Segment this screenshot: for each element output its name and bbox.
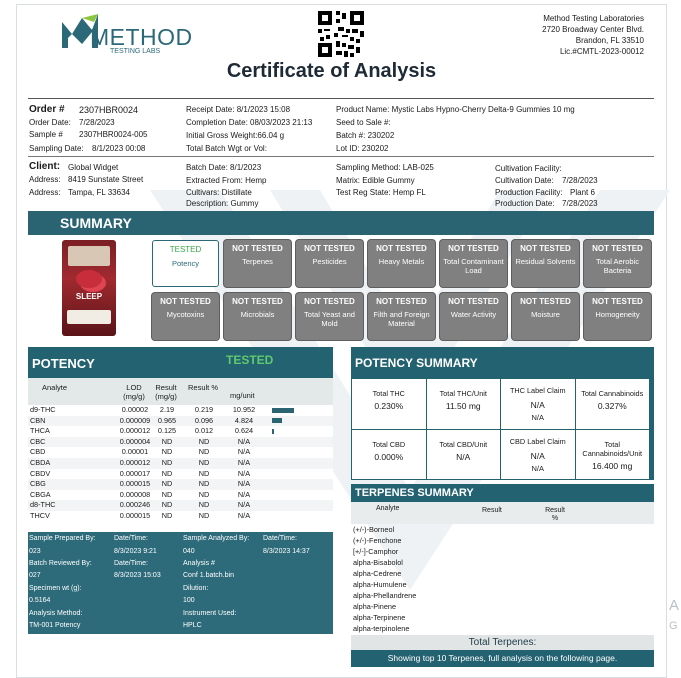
lot-id: Lot ID: 230202 [336,144,389,153]
potency-cell-lod: 0.000246 [119,500,151,510]
potency-cell-lod: 0.000017 [119,468,151,478]
lab-logo [60,12,193,58]
card-value: N/A [530,400,545,410]
total-terpenes-label: Total Terpenes: [468,637,537,648]
tile-name: Total Yeast and Mold [304,310,355,328]
summary-tile [512,293,579,340]
potency-cell-mgg: ND [161,479,173,489]
lab-address [542,13,644,57]
potency-header [28,347,333,378]
potency-cell-mgu: 0.624 [234,426,254,436]
potency-cell-pct: ND [198,511,210,520]
tile-name: Microbials [240,310,275,319]
potency-cell-analyte: THCV [30,511,50,520]
potency-cell-mgu: N/A [237,458,251,467]
tile-status: NOT TESTED [520,297,571,306]
potency-row [28,490,333,501]
tile-status: NOT TESTED [448,297,499,306]
summary-tile [584,240,651,287]
receipt-date: Receipt Date: 8/1/2023 15:08 [186,105,291,114]
client-label: Client: [29,161,61,172]
potency-cell-analyte: CBDV [30,468,51,478]
tile-name: Heavy Metals [378,257,425,266]
batch-number: Batch #: 230202 [336,131,395,140]
potency-cell-analyte: CBGA [30,489,51,499]
potency-cell-lod: 0.00002 [121,405,149,414]
terpene-item: (+/-)-Borneol [353,525,395,534]
card-value: 0.000% [374,451,404,462]
lab-address-line1: 2720 Broadway Center Blvd. [542,25,644,34]
sample-label: Sample # [29,130,63,139]
specimen-wt: 0.5164 [29,597,51,604]
potency-cell-pct: ND [198,436,210,446]
card-label: Total CBD [372,439,406,449]
potency-cell-mgu: 10.952 [232,405,256,414]
potency-cell-pct: ND [198,458,210,467]
potency-row [28,437,333,448]
summary-tile [368,293,435,340]
terpene-item: alpha-Pinene [353,602,397,611]
potency-cell-mgu: N/A [237,436,251,446]
potency-cell-lod: 0.000009 [119,415,151,425]
qr-code-icon [318,11,364,57]
potency-summary-card [427,430,501,480]
edge-letter-a: A [669,597,680,614]
potency-row [28,426,333,437]
terpene-item: alpha-Humulene [353,580,407,589]
potency-status: TESTED [226,353,274,367]
batch-weight: Total Batch Wgt or Vol: [186,144,267,153]
card-value-2: N/A [531,463,544,473]
production-date: 7/28/2023 [562,199,598,208]
potency-cell-pct: ND [198,447,210,457]
tile-status: NOT TESTED [304,297,355,306]
edge-letter-g: G [669,620,678,632]
analyzed-by: 040 [183,548,195,555]
potency-cell-mgu: N/A [237,511,251,520]
potency-cell-mgg: 0.965 [157,415,177,425]
sampling-date-label: Sampling Date: [29,144,84,153]
seed-to-sale: Seed to Sale #: [336,118,391,127]
gross-weight: Initial Gross Weight:66.04 g [186,131,285,140]
order-number: 2307HBR0024 [79,105,139,115]
tile-status: NOT TESTED [376,297,427,306]
potency-cell-analyte: CBDA [30,458,51,467]
rev-datetime: 8/3/2023 15:03 [114,572,161,579]
potency-cell-mgg: ND [161,458,173,467]
logo-subtitle: TESTING LABS [110,48,161,55]
potency-cell-lod: 0.000012 [119,426,151,436]
tile-status: NOT TESTED [160,297,211,306]
description: Description: Gummy [186,199,259,208]
card-value: N/A [530,450,545,461]
prep-datetime: 8/3/2023 9:21 [114,548,157,555]
anal-datetime-label: Date/Time: [263,535,297,542]
card-value: N/A [456,451,471,462]
potency-summary-card [501,379,575,429]
potency-cell-pct: ND [198,468,210,478]
production-date-label: Production Date: [495,199,555,208]
potency-row [28,469,333,480]
potency-row [28,479,333,490]
card-label: Total Cannabinoids/Unit [582,439,643,458]
tile-name: Residual Solvents [515,257,576,266]
card-label: CBD Label Claim [509,436,566,446]
client-name: Global Widget [68,163,119,172]
potency-row [28,458,333,469]
potency-cell-analyte: CBC [30,436,46,446]
potency-cell-mgu: N/A [237,500,251,510]
prep-datetime-label: Date/Time: [114,535,148,542]
client-address-line1: 8419 Sunstate Street [68,175,144,184]
tile-name: Moisture [531,310,560,319]
cultivation-date: 7/28/2023 [562,176,598,185]
terpene-item: (+/-)-Fenchone [353,536,402,545]
terp-col-analyte: Analyte [376,505,400,512]
summary-tile [224,293,291,340]
potency-cell-mgg: ND [161,489,173,499]
potency-bar [272,418,282,423]
potency-info-box [28,532,333,634]
terpenes-title: TERPENES SUMMARY [355,487,474,499]
analysis-number: Conf 1.batch.bin [183,572,234,579]
completion-date: Completion Date: 08/03/2023 21:13 [186,118,313,127]
potency-cell-mgu: N/A [237,489,251,499]
potency-cell-mgg: 2.19 [159,405,175,414]
summary-tile [584,293,651,340]
analysis-number-label: Analysis # [183,560,215,567]
potency-bar [272,429,274,434]
summary-tile [296,293,363,340]
cultivation-facility: Cultivation Facility: [495,164,562,173]
potency-summary-card [352,379,426,429]
product-image [62,240,116,336]
card-label: Total THC/Unit [439,389,487,398]
terpenes-footer-text: Showing top 10 Terpenes, full analysis on the following page. [387,653,618,663]
potency-col-lod: LOD (mg/g) [123,383,145,401]
potency-cell-mgu: 4.824 [234,415,254,425]
potency-cell-lod: 0.000008 [119,489,151,499]
potency-col-result-mgg: Result (mg/g) [155,383,177,401]
client-address-line2: Tampa, FL 33634 [68,188,130,197]
product-image-label: SLEEP [75,292,103,301]
tile-status: NOT TESTED [592,244,643,253]
potency-cell-analyte: d9-THC [30,405,56,414]
potency-col-result-pct: Result % [188,383,219,392]
potency-summary-card [501,430,575,480]
specimen-wt-label: Specimen wt (g): [29,585,82,592]
potency-table-header [28,378,333,405]
terpene-item: alpha-terpinolene [353,624,410,633]
card-value: 0.230% [374,401,404,411]
lab-address-line2: Brandon, FL 33510 [575,36,644,45]
potency-summary-card [352,430,426,480]
order-date-label: Order Date: [29,118,71,127]
logo-word: METHOD [90,24,193,50]
potency-cell-analyte: d8-THC [30,500,56,510]
summary-tile [224,240,291,287]
potency-cell-mgg: ND [161,468,173,478]
potency-cell-mgg: ND [161,511,173,520]
tile-status: NOT TESTED [520,244,571,253]
cultivars: Cultivars: Distillate [186,188,252,197]
summary-tile [152,240,219,287]
card-value: 11.50 mg [445,401,481,411]
lab-license: Lic.#CMTL-2023-00012 [559,47,644,56]
matrix: Matrix: Edible Gummy [336,176,415,185]
tile-status: TESTED [169,245,202,254]
sampling-method: Sampling Method: LAB-025 [336,163,434,172]
anal-datetime: 8/3/2023 14:37 [263,548,310,555]
potency-cell-pct: 0.012 [194,426,214,436]
rev-datetime-label: Date/Time: [114,560,148,567]
potency-summary-title: POTENCY SUMMARY [355,356,478,370]
tile-name: Water Activity [450,310,497,319]
summary-tile [440,293,507,340]
terpene-item: alpha-Terpinene [353,613,406,622]
potency-cell-mgg: 0.125 [157,426,177,436]
reviewed-by-label: Batch Reviewed By: [29,560,92,567]
document-title: Certificate of Analysis [226,60,437,82]
potency-row [28,500,333,511]
potency-cell-mgu: N/A [237,468,251,478]
potency-summary-card [576,430,650,480]
potency-cell-lod: 0.00001 [121,447,149,457]
terp-col-result: Result [482,507,502,514]
potency-cell-lod: 0.000012 [119,458,151,467]
divider-mid [28,156,654,157]
production-facility-label: Production Facility: [495,188,563,197]
card-value: 16.400 mg [592,460,633,471]
tile-status: NOT TESTED [448,244,499,253]
terpene-item: alpha-Phellandrene [353,591,417,600]
summary-tile [368,240,435,287]
potency-cell-pct: ND [198,500,210,510]
tile-name: Filth and Foreign Material [373,310,430,328]
potency-summary-card [427,379,501,429]
terp-col-result-pct: Result % [545,507,565,522]
tile-status: NOT TESTED [592,297,643,306]
tile-status: NOT TESTED [232,244,283,253]
terpenes-header [351,484,654,502]
summary-tile [296,240,363,287]
analyzed-by-label: Sample Analyzed By: [183,535,250,542]
tile-name: Homogeneity [595,310,640,319]
card-value: 0.327% [597,401,627,411]
potency-cell-pct: 0.096 [194,415,214,425]
card-label: Total CBD/Unit [439,439,488,449]
order-date: 7/28/2023 [79,118,115,127]
reviewed-by: 027 [29,572,41,579]
card-value-2: N/A [531,413,544,422]
tile-name: Terpenes [242,257,273,266]
summary-tile [152,293,219,340]
product-name: Product Name: Mystic Labs Hypno-Cherry Delta-9 Gummies 10 mg [336,105,575,114]
tile-name: Total Aerobic Bacteria [596,257,639,275]
potency-cell-analyte: THCA [30,426,50,436]
card-label: Total THC [372,389,405,398]
tile-name: Potency [171,259,200,268]
card-label: Total Cannabinoids [581,389,644,398]
tile-status: NOT TESTED [304,244,355,253]
potency-title: POTENCY [32,356,95,371]
potency-row [28,511,333,522]
prepared-by: 023 [29,548,41,555]
prepared-by-label: Sample Prepared By: [29,535,96,542]
instrument-label: Instrument Used: [183,610,237,617]
extracted-from: Extracted From: Hemp [186,176,267,185]
order-label: Order # [29,104,65,115]
address-label-2: Address: [29,188,61,197]
sample-number: 2307HBR0024-005 [79,130,148,139]
potency-row [28,416,333,427]
summary-title: SUMMARY [60,215,132,231]
potency-cell-analyte: CBD [30,447,46,457]
batch-date: Batch Date: 8/1/2023 [186,163,262,172]
instrument: HPLC [183,622,202,629]
address-label: Address: [29,175,61,184]
cultivation-date-label: Cultivation Date: [495,176,554,185]
potency-cell-mgu: N/A [237,447,251,457]
potency-row [28,447,333,458]
sampling-date: 8/1/2023 00:08 [92,144,146,153]
tile-name: Mycotoxins [166,310,205,319]
potency-cell-analyte: CBG [30,479,46,489]
potency-cell-pct: ND [198,489,210,499]
potency-cell-lod: 0.000004 [119,436,151,446]
divider-top [28,98,654,99]
potency-col-mgunit: mg/unit [230,391,255,400]
potency-summary-card [576,379,650,429]
potency-cell-pct: ND [198,479,210,489]
tile-name: Total Contaminant Load [443,257,504,275]
summary-tile [512,240,579,287]
tile-status: NOT TESTED [232,297,283,306]
card-label: THC Label Claim [509,386,566,395]
analysis-method-label: Analysis Method: [29,610,83,617]
total-terpenes-row [351,635,654,650]
terpenes-table-header [351,502,654,524]
terpene-item: [+/-]-Camphor [353,547,399,556]
potency-col-analyte: Analyte [42,383,68,392]
production-facility: Plant 6 [570,188,595,197]
potency-cell-mgu: N/A [237,479,251,489]
terpene-item: alpha-Cedrene [353,569,402,578]
analysis-method: TM-001 Potency [29,622,81,629]
tile-status: NOT TESTED [376,244,427,253]
potency-cell-mgg: ND [161,447,173,457]
test-reg-state: Test Reg State: Hemp FL [336,188,426,197]
potency-row [28,405,333,416]
terpene-item: alpha-Bisabolol [353,558,403,567]
potency-bar [272,408,294,413]
potency-cell-pct: 0.219 [194,405,214,414]
summary-header [28,211,654,235]
potency-cell-mgg: ND [161,436,173,446]
summary-tile [440,240,507,287]
potency-summary-header [351,347,654,378]
potency-cell-mgg: ND [161,500,173,510]
tile-name: Pesticides [312,257,347,266]
terpenes-footer [351,650,654,667]
dilution: 100 [183,597,195,604]
potency-cell-analyte: CBN [30,415,46,425]
potency-cell-lod: 0.000015 [119,511,151,520]
lab-name: Method Testing Laboratories [543,14,644,23]
potency-cell-lod: 0.000015 [119,479,151,489]
dilution-label: Dilution: [183,585,209,592]
